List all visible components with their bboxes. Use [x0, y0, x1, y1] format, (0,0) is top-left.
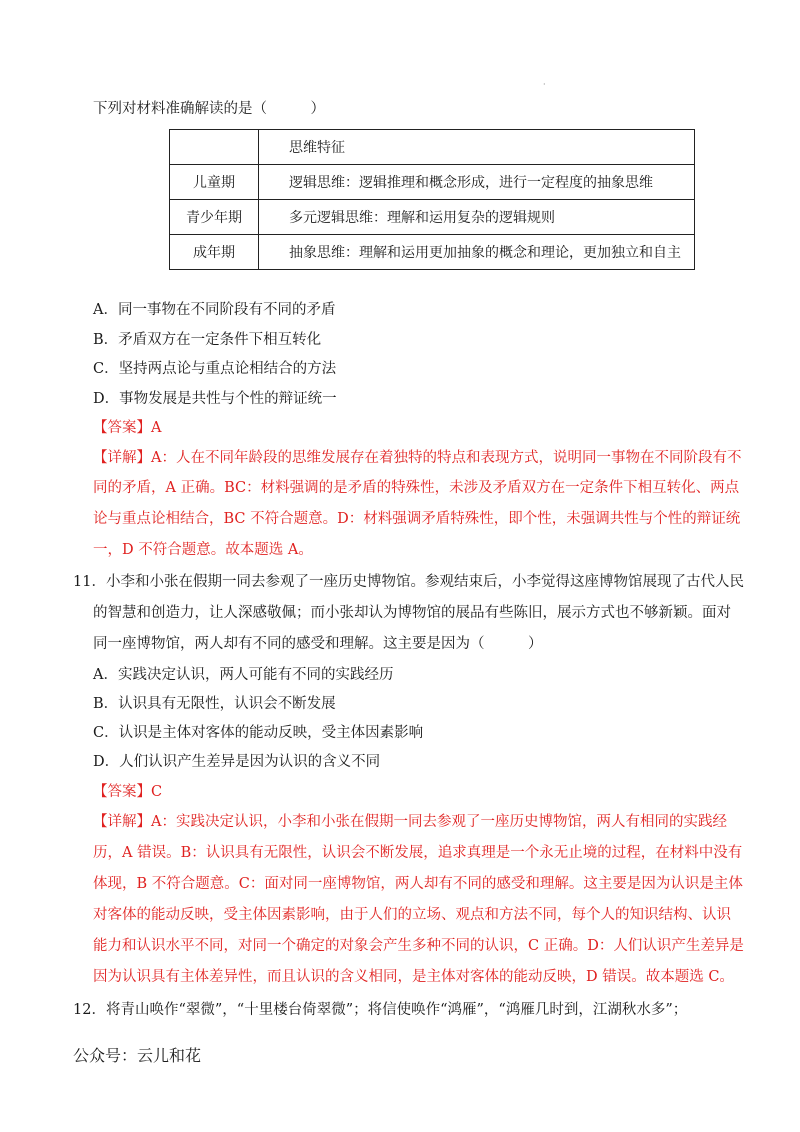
answer-label: 【答案】C: [93, 784, 163, 800]
option-c: C．坚持两点论与重点论相结合的方法: [93, 361, 337, 377]
analysis-line: 论与重点论相结合，BC 不符合题意。D：材料强调矛盾特殊性，即个性，未强调共性与个性的辩证统: [93, 511, 741, 527]
analysis-line: 能力和认识水平不同，对同一个确定的对象会产生多种不同的认识，C 正确。D：人们认识产生差异是: [93, 938, 744, 954]
table-cell-stage: 青少年期: [170, 200, 259, 235]
question-12-stem: 12．将青山唤作“翠微”，“十里楼台倚翠微”；将信使唤作“鸿雁”，“鸿雁几时到，江湖秋水多”；: [73, 1002, 688, 1018]
question-11-stem: 的智慧和创造力，让人深感敬佩；而小张却认为博物馆的展品有些陈旧，展示方式也不够新颖。面对: [93, 605, 731, 621]
question-stem: 下列对材料准确解读的是（ ）: [93, 101, 325, 117]
table-row: [170, 200, 695, 235]
table-cell-feature: 逻辑思维：逻辑推理和概念形成，进行一定程度的抽象思维: [259, 165, 695, 200]
analysis-line: 因为认识具有主体差异性，而且认识的含义相同，是主体对客体的能动反映，D 错误。故本题选 C。: [93, 969, 734, 985]
option-a: A．实践决定认识，两人可能有不同的实践经历: [93, 667, 394, 683]
table-cell-stage: 成年期: [170, 235, 259, 270]
thinking-features-table: [169, 129, 695, 270]
footer-account: 公众号：云儿和花: [73, 1046, 202, 1065]
option-a: A．同一事物在不同阶段有不同的矛盾: [93, 302, 336, 318]
table-cell-feature: 多元逻辑思维：理解和运用复杂的逻辑规则: [259, 200, 695, 235]
table-header-feature: 思维特征: [259, 130, 695, 165]
option-c: C．认识是主体对客体的能动反映，受主体因素影响: [93, 725, 424, 741]
analysis-line: 对客体的能动反映，受主体因素影响，由于人们的立场、观点和方法不同，每个人的知识结构、认识: [93, 907, 731, 923]
analysis-line: 体现，B 不符合题意。C：面对同一座博物馆，两人却有不同的感受和理解。这主要是因为认识是主体: [93, 876, 743, 892]
scan-dot: ·: [543, 80, 546, 89]
table-row: [170, 165, 695, 200]
analysis-line: 同的矛盾，A 正确。BC：材料强调的是矛盾的特殊性，未涉及矛盾双方在一定条件下相互转化、两点: [93, 480, 740, 496]
option-b: B．认识具有无限性，认识会不断发展: [93, 696, 336, 712]
table-row: [170, 235, 695, 270]
answer-label: 【答案】A: [93, 420, 162, 436]
table-cell-feature: 抽象思维：理解和运用更加抽象的概念和理论，更加独立和自主: [259, 235, 695, 270]
analysis-line: 【详解】A：实践决定认识，小李和小张在假期一同去参观了一座历史博物馆，两人有相同的实践经: [93, 814, 727, 830]
analysis-line: 一，D 不符合题意。故本题选 A。: [93, 542, 313, 558]
analysis-line: 历，A 错误。B：认识具有无限性，认识会不断发展，追求真理是一个永无止境的过程，在材料中没有: [93, 845, 743, 861]
option-b: B．矛盾双方在一定条件下相互转化: [93, 332, 322, 348]
option-d: D．事物发展是共性与个性的辩证统一: [93, 391, 337, 407]
analysis-line: 【详解】A：人在不同年龄段的思维发展存在着独特的特点和表现方式，说明同一事物在不同阶段有不: [93, 450, 742, 466]
question-11-stem: 同一座博物馆，两人却有不同的感受和理解。这主要是因为（ ）: [93, 636, 543, 652]
table-header-row: [170, 130, 695, 165]
table-cell-stage: 儿童期: [170, 165, 259, 200]
question-11-stem: 11．小李和小张在假期一同去参观了一座历史博物馆。参观结束后，小李觉得这座博物馆展现了古代人民: [73, 574, 744, 590]
option-d: D．人们认识产生差异是因为认识的含义不同: [93, 754, 381, 770]
table-header-stage: [170, 130, 259, 165]
